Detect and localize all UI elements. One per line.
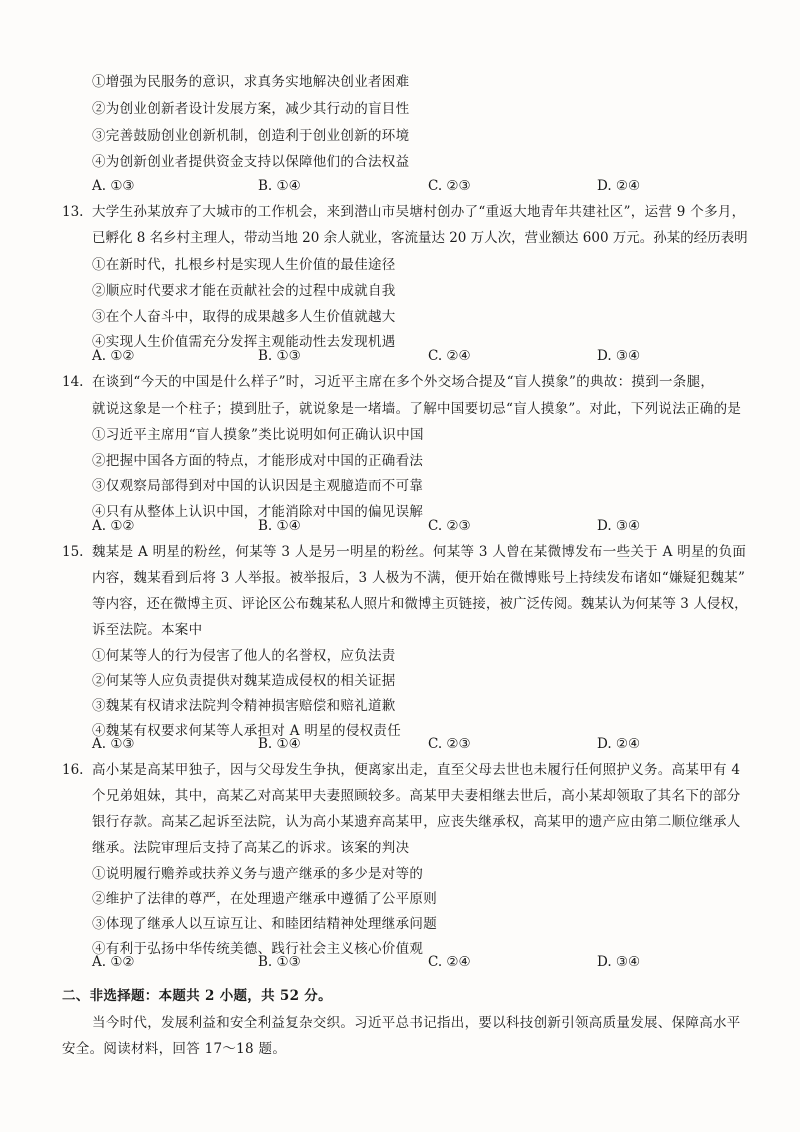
section-2-intro-line-2: 安全。阅读材料，回答 17～18 题。 (62, 1041, 287, 1057)
q14-option-a: A. ①② (92, 518, 135, 534)
q13-option-d: D. ③④ (597, 348, 641, 364)
section-2-intro-line-1: 当今时代，发展利益和安全利益复杂交织。习近平总书记指出，要以科技创新引领高质量发展、保障高水平 (92, 1015, 741, 1031)
q15-item-3: ③魏某有权请求法院判令精神损害赔偿和赔礼道歉 (92, 698, 396, 714)
q14-item-2: ②把握中国各方面的特点，才能形成对中国的正确看法 (92, 453, 424, 469)
q14-stem-line-2: 就说这象是一个柱子；摸到肚子，就说象是一堵墙。了解中国要切忌“盲人摸象”。对此，下列说法正确的是 (92, 401, 742, 417)
q14-item-3: ③仅观察局部得到对中国的认识因是主观臆造而不可靠 (92, 478, 424, 494)
q13-option-b: B. ①③ (258, 348, 301, 364)
q15-option-d: D. ②④ (597, 736, 641, 752)
q16-item-2: ②维护了法律的尊严，在处理遗产继承中遵循了公平原则 (92, 891, 437, 907)
q15-stem-line-2: 内容，魏某看到后将 3 人举报。被举报后，3 人极为不满，便开始在微博账号上持续发布诸如“嫌疑犯魏某” (92, 570, 746, 586)
q12-option-b: B. ①④ (258, 178, 301, 194)
q15-item-4: ④魏某有权要求何某等人承担对 A 明星的侵权责任 (92, 723, 402, 739)
q16-number: 16. (62, 762, 84, 778)
q15-option-a: A. ①③ (92, 736, 135, 752)
q13-option-a: A. ①② (92, 348, 135, 364)
q16-stem-line-1: 高小某是高某甲独子，因与父母发生争执，便离家出走，直至父母去世也未履行任何照护义务。高某甲有 4 (92, 762, 741, 778)
q14-option-c: C. ②③ (428, 518, 471, 534)
q16-stem-line-3: 银行存款。高某乙起诉至法院，认为高小某遗弃高某甲，应丧失继承权，高某甲的遗产应由第二顺位继承人 (92, 814, 741, 830)
q12-item-4: ④为创新创业者提供资金支持以保障他们的合法权益 (92, 154, 410, 170)
q14-item-4: ④只有从整体上认识中国，才能消除对中国的偏见误解 (92, 504, 424, 520)
q12-item-1: ①增强为民服务的意识，求真务实地解决创业者困难 (92, 74, 410, 90)
q14-option-b: B. ①④ (258, 518, 301, 534)
q14-option-d: D. ③④ (597, 518, 641, 534)
q13-number: 13. (62, 204, 84, 220)
q16-option-b: B. ①③ (258, 954, 301, 970)
q13-item-4: ④实现人生价值需充分发挥主观能动性去发现机遇 (92, 334, 396, 350)
q13-option-c: C. ②④ (428, 348, 471, 364)
q15-item-2: ②何某等人应负责提供对魏某造成侵权的相关证据 (92, 673, 396, 689)
q16-stem-line-4: 继承。法院审理后支持了高某乙的诉求。该案的判决 (92, 840, 410, 856)
q15-item-1: ①何某等人的行为侵害了他人的名誉权，应负法责 (92, 648, 396, 664)
q16-option-c: C. ②④ (428, 954, 471, 970)
q15-number: 15. (62, 544, 84, 560)
q12-option-c: C. ②③ (428, 178, 471, 194)
q13-item-3: ③在个人奋斗中，取得的成果越多人生价值就越大 (92, 309, 396, 325)
q14-item-1: ①习近平主席用“盲人摸象”类比说明如何正确认识中国 (92, 427, 424, 443)
q14-number: 14. (62, 374, 84, 390)
q12-option-d: D. ②④ (597, 178, 641, 194)
q16-option-d: D. ③④ (597, 954, 641, 970)
q15-option-b: B. ①④ (258, 736, 301, 752)
q15-stem-line-1: 魏某是 A 明星的粉丝，何某等 3 人是另一明星的粉丝。何某等 3 人曾在某微博发布一些关于 A 明星的负面 (92, 544, 747, 560)
q13-stem-line-1: 大学生孙某放弃了大城市的工作机会，来到潜山市吴塘村创办了“重返大地青年共建社区”，运营 9 个多月， (92, 204, 746, 220)
q12-option-a: A. ①③ (92, 178, 135, 194)
q12-item-3: ③完善鼓励创业创新机制，创造利于创业创新的环境 (92, 128, 410, 144)
q16-item-4: ④有利于弘扬中华传统美德、践行社会主义核心价值观 (92, 941, 424, 957)
q15-stem-line-4: 诉至法院。本案中 (92, 622, 203, 638)
q12-item-2: ②为创业创新者设计发展方案，减少其行动的盲目性 (92, 101, 410, 117)
q16-item-3: ③体现了继承人以互谅互让、和睦团结精神处理继承问题 (92, 916, 437, 932)
q13-stem-line-2: 已孵化 8 名乡村主理人，带动当地 20 余人就业，客流量达 20 万人次，营业额达 600 万元。孙某的经历表明 (92, 230, 748, 246)
section-2-heading: 二、非选择题：本题共 2 小题，共 52 分。 (62, 988, 332, 1004)
q15-option-c: C. ②③ (428, 736, 471, 752)
q15-stem-line-3: 等内容，还在微博主页、评论区公布魏某私人照片和微博主页链接，被广泛传阅。魏某认为何某等 3 人侵权， (92, 596, 748, 612)
q14-stem-line-1: 在谈到“今天的中国是什么样子”时，习近平主席在多个外交场合提及“盲人摸象”的典故：摸到一条腿， (92, 374, 715, 390)
q16-stem-line-2: 个兄弟姐妹，其中，高某乙对高某甲夫妻照顾较多。高某甲夫妻相继去世后，高小某却领取了其名下的部分 (92, 788, 741, 804)
q16-option-a: A. ①② (92, 954, 135, 970)
q16-item-1: ①说明履行赡养或扶养义务与遗产继承的多少是对等的 (92, 866, 424, 882)
q13-item-1: ①在新时代，扎根乡村是实现人生价值的最佳途径 (92, 257, 396, 273)
q13-item-2: ②顺应时代要求才能在贡献社会的过程中成就自我 (92, 283, 396, 299)
